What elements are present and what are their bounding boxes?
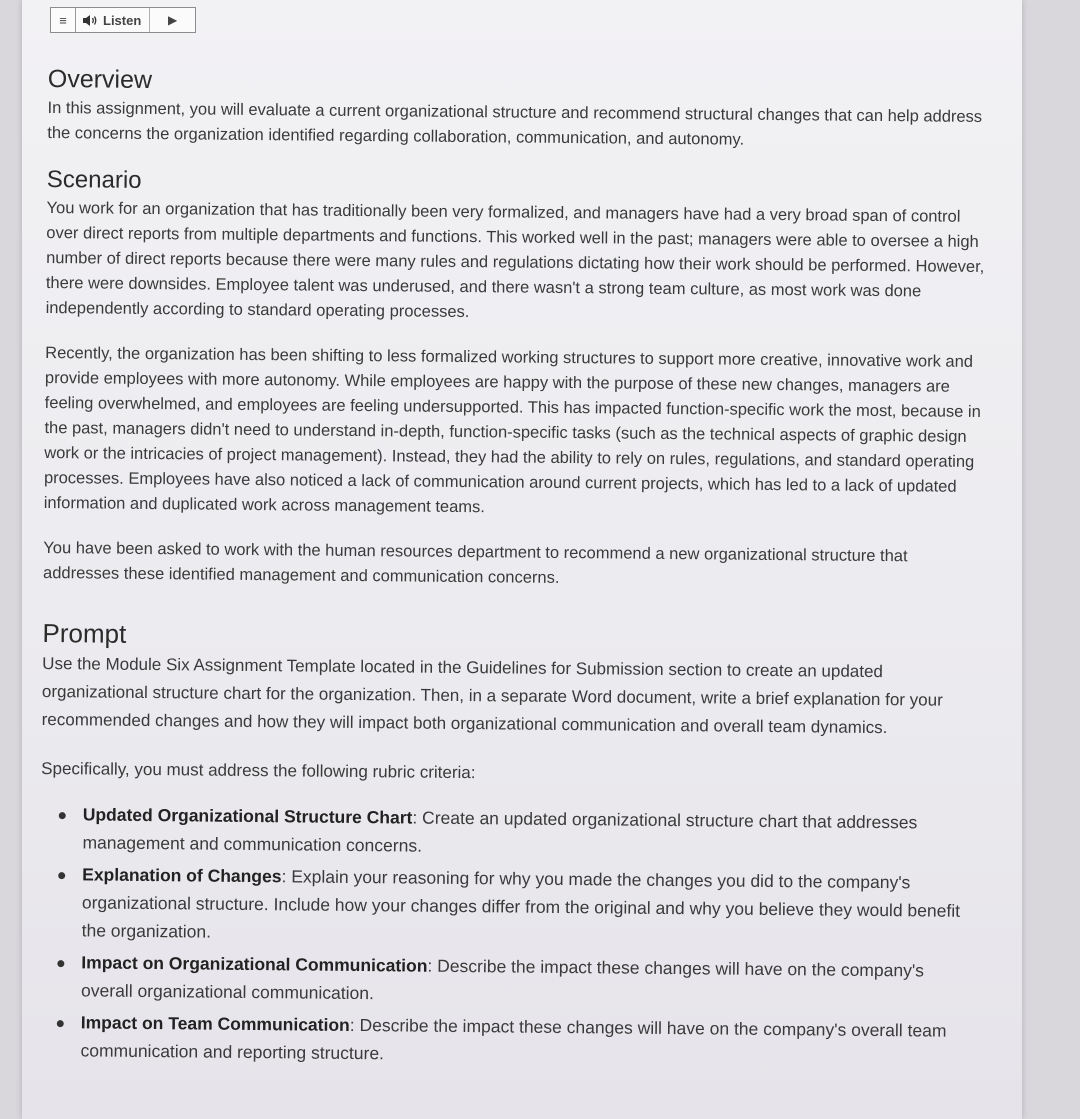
criterion-description: : Create an updated organizational structure chart that addresses management and communication concerns. xyxy=(82,807,918,856)
criterion-term: Updated Organizational Structure Chart xyxy=(82,804,413,828)
list-item xyxy=(81,948,979,1013)
rubric-criteria-list xyxy=(38,800,980,1073)
bullet-icon xyxy=(57,1020,64,1027)
speaker-icon xyxy=(82,14,98,27)
scenario-paragraph-2: Recently, the organization has been shifting to less formalized working structures to support more creative, innovative work and provide employees with more autonomy. While employees are happy with the purpose of these new changes, managers are feeling overwhelmed, and employees are feeling undersupported. This has impacted function-specific work the most, because in the past, managers didn't need to understand in-depth, function-specific tasks (such as the technical aspects of graphic design work or the intricacies of project management). Instead, they had the ability to rely on rules, regulations, and standard operating processes. Employees have also noticed a lack of communication around current projects, which has led to a lack of updated information and duplicated work across management teams. xyxy=(43,343,981,517)
bullet-icon xyxy=(57,960,64,967)
prompt-text: Use the Module Six Assignment Template located in the Guidelines for Submission section to create an updated organizational structure chart for the organization. Then, in a separate Word document, write a brief explanation for your recommended changes and how they will impact both organizational communication and overall team dynamics. xyxy=(41,653,943,738)
list-item xyxy=(82,800,980,865)
criterion-description: : Explain your reasoning for why you made the changes you did to the company's organizational structure. Include how your changes differ from the original and why you believe they would benefit the organization. xyxy=(81,866,961,942)
scenario-paragraph-3: You have been asked to work with the human resources department to recommend a new organizational structure that addresses these identified management and communication concerns. xyxy=(43,538,908,587)
criterion-description: : Describe the impact these changes will have on the company's overall organizational communication. xyxy=(80,955,925,1004)
criterion-term: Impact on Organizational Communication xyxy=(81,952,428,976)
criteria-intro: Specifically, you must address the following rubric criteria: xyxy=(41,758,476,783)
listen-label: Listen xyxy=(103,12,142,28)
criterion-term: Impact on Team Communication xyxy=(80,1012,350,1035)
scenario-paragraph-1: You work for an organization that has traditionally been very formalized, and managers have had a very broad span of control over direct reports from multiple departments and functions. This worked well in the past; managers were able to oversee a high number of direct reports because there were many rules and regulations dictating how their work should be performed. However, there were downsides. Employee talent was underused, and there wasn't a strong team culture, as most work was done independently according to standard operating processes. xyxy=(45,198,985,322)
scenario-heading: Scenario xyxy=(46,165,142,194)
assignment-content xyxy=(38,62,988,1077)
listen-button[interactable] xyxy=(76,8,150,32)
assignment-page xyxy=(22,0,1022,1119)
overview-text: In this assignment, you will evaluate a current organizational structure and recommend structural changes that can help address the concerns the organization identified regarding collaboration, communication, and autonomy. xyxy=(47,98,983,149)
menu-icon[interactable]: ≡ xyxy=(51,8,76,32)
overview-heading: Overview xyxy=(47,64,153,94)
bullet-icon xyxy=(58,872,65,879)
play-icon[interactable]: ▶ xyxy=(168,13,178,27)
criterion-term: Explanation of Changes xyxy=(82,864,282,887)
bullet-icon xyxy=(59,812,66,819)
list-item xyxy=(80,1008,978,1073)
list-item xyxy=(82,860,981,953)
listen-toolbar xyxy=(50,7,196,33)
criterion-description: : Describe the impact these changes will have on the company's overall team communication and reporting structure. xyxy=(80,1014,947,1064)
prompt-heading: Prompt xyxy=(42,617,127,649)
